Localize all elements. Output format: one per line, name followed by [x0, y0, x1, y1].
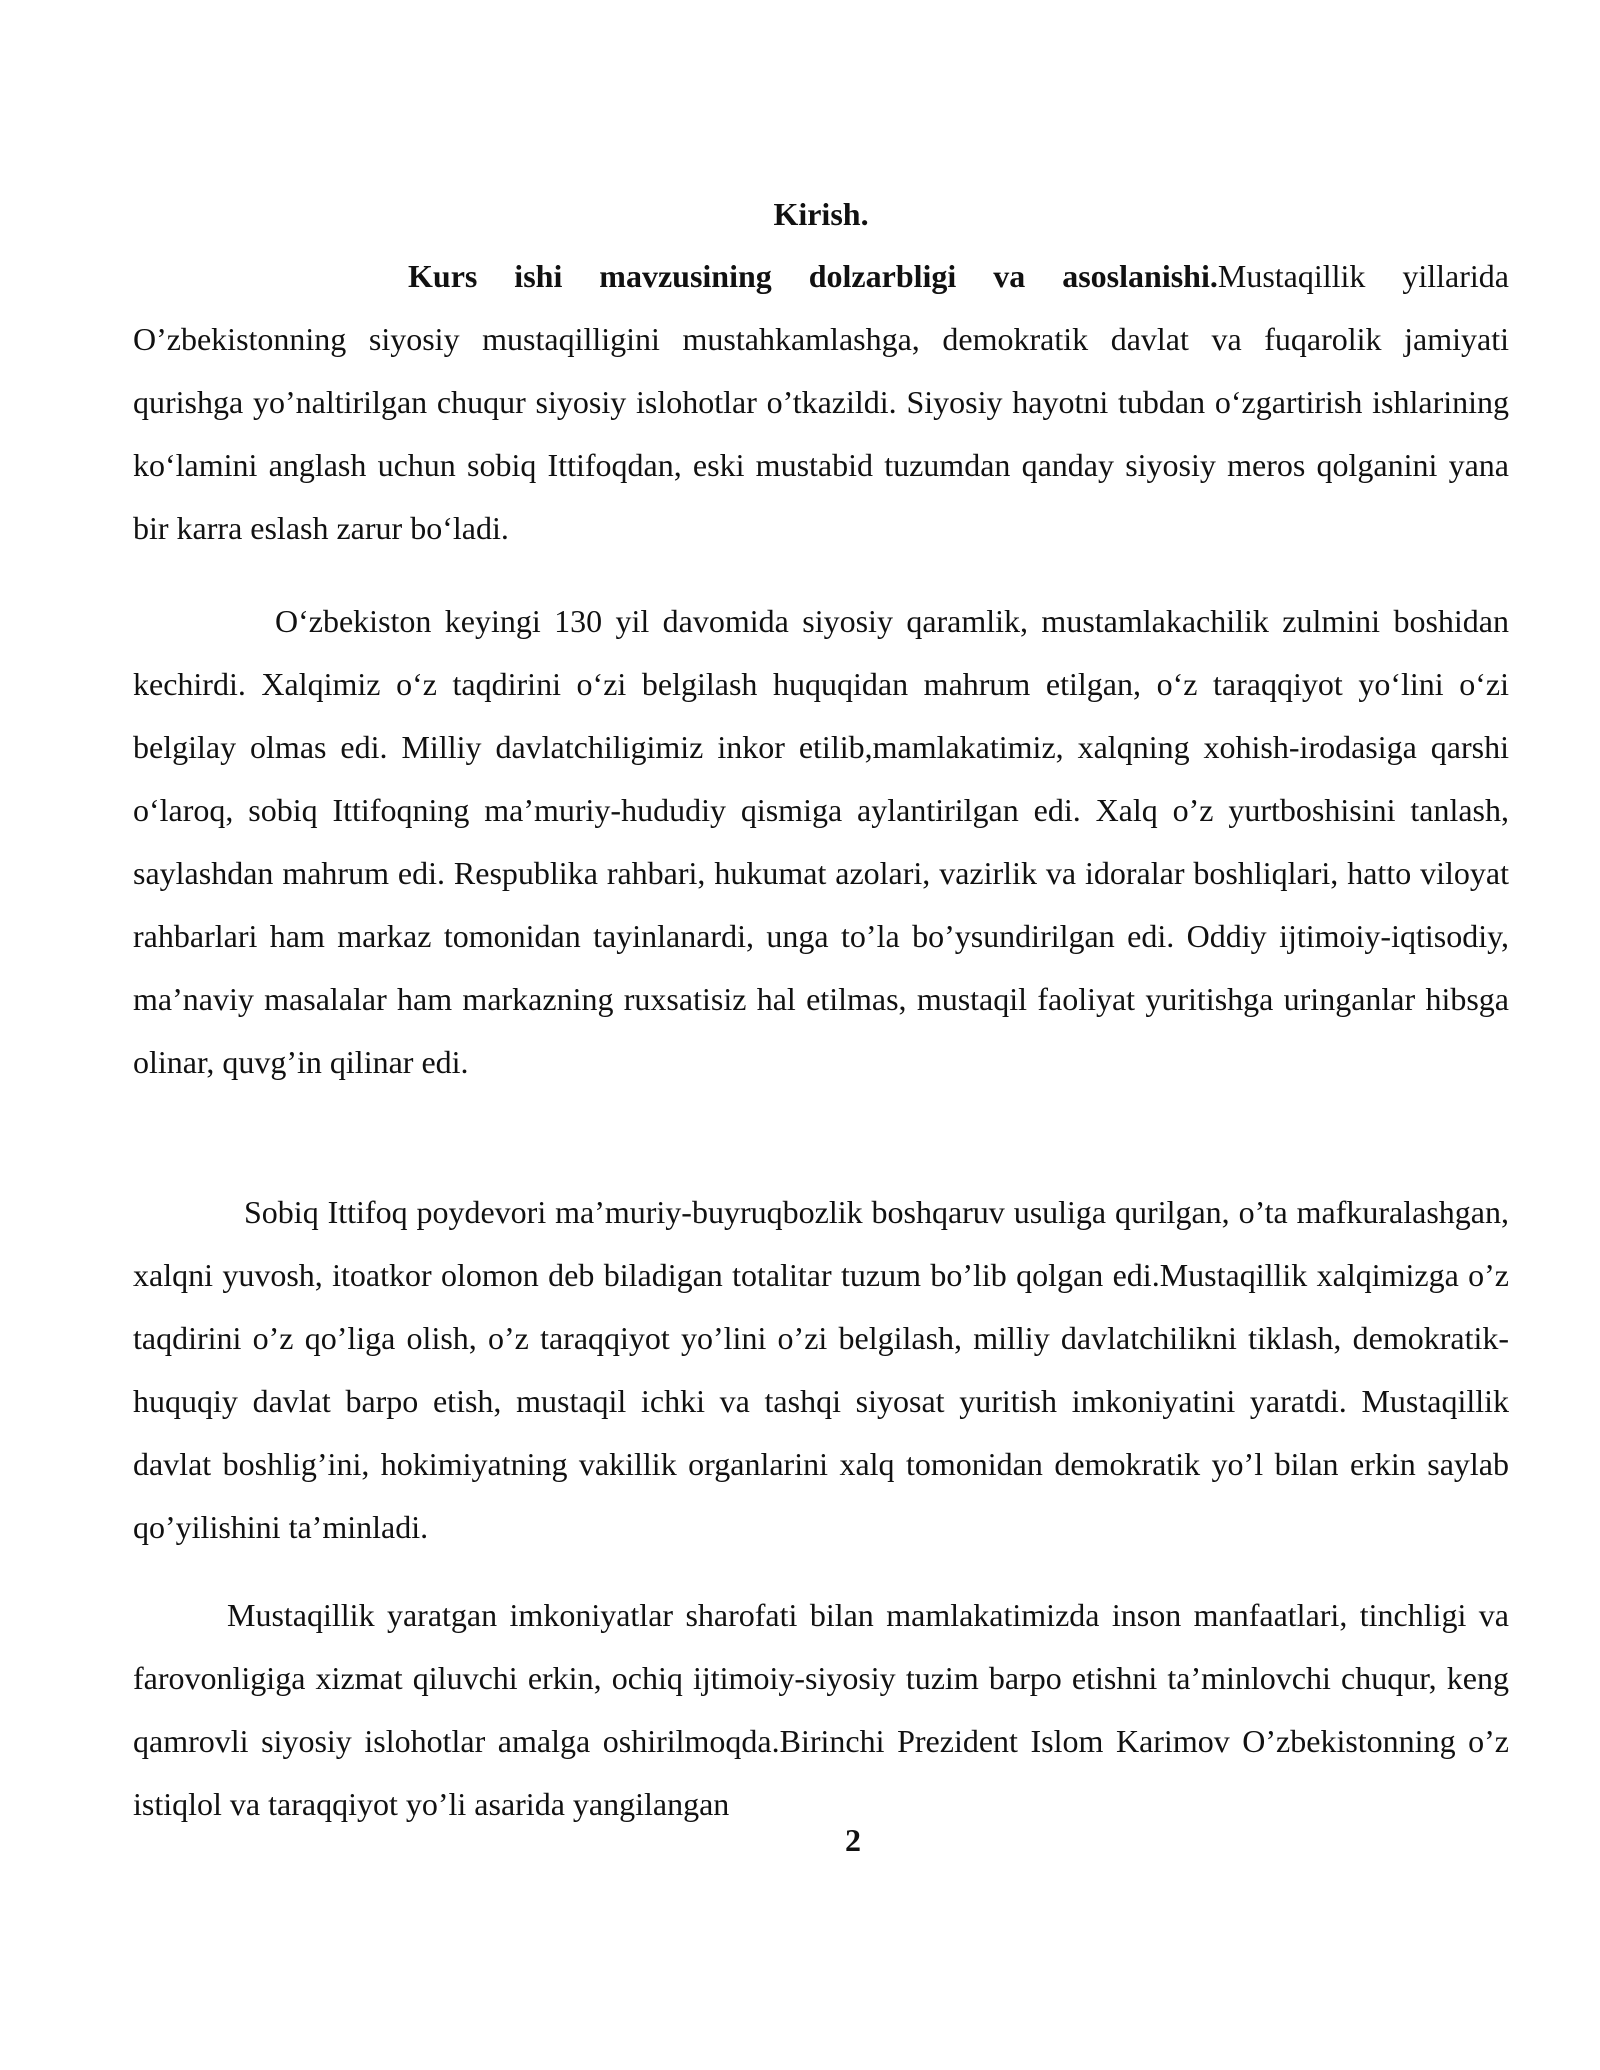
- paragraph-1-text: Mustaqillik yillarida O’zbekistonning siyosiy mustaqilligini mustahkamlashga, demokratik davlat va fuqarolik jamiyati qurishga yo’naltirilgan chuqur siyosiy islohotlar o’tkazildi. Siyosiy hayotni tubdan o‘zgartirish ishlarining ko‘lamini anglash uchun sobiq Ittifoqdan, eski mustabid tuzumdan qanday siyosiy meros qolganini yana bir karra eslash zarur bo‘ladi.: [133, 258, 1510, 546]
- paragraph-1-lead: Kurs ishi mavzusining dolzarbligi va asoslanishi.: [408, 258, 1218, 294]
- section-title: Kirish.: [773, 196, 869, 232]
- paragraph-1: [133, 245, 1509, 560]
- paragraph-3: Sobiq Ittifoq poydevori ma’muriy-buyruqbozlik boshqaruv usuliga qurilgan, o’ta mafkuralashgan, xalqni yuvosh, itoatkor olomon deb biladigan totalitar tuzum bo’lib qolgan edi.Mustaqillik xalqimizga o’z taqdirini o’z qo’liga olish, o’z taraqqiyot yo’lini o’zi belgilash, milliy davlatchilikni tiklash, demokratik-huquqiy davlat barpo etish, mustaqil ichki va tashqi siyosat yuritish imkoniyatini yaratdi. Mustaqillik davlat boshlig’ini, hokimiyatning vakillik organlarini xalq tomonidan demokratik yo’l bilan erkin saylab qo’yilishini ta’minladi.: [133, 1194, 1509, 1545]
- paragraph-2: O‘zbekiston keyingi 130 yil davomida siyosiy qaramlik, mustamlakachilik zulmini boshidan kechirdi. Xalqimiz o‘z taqdirini o‘zi belgilash huquqidan mahrum etilgan, o‘z taraqqiyot yo‘lini o‘zi belgilay olmas edi. Milliy davlatchiligimiz inkor etilib,mamlakatimiz, xalqning xohish-irodasiga qarshi o‘laroq, sobiq Ittifoqning ma’muriy-hududiy qismiga aylantirilgan edi. Xalq o’z yurtboshisini tanlash, saylashdan mahrum edi. Respublika rahbari, hukumat azolari, vazirlik va idoralar boshliqlari, hatto viloyat rahbarlari ham markaz tomonidan tayinlanardi, unga to’la bo’ysundirilgan edi. Oddiy ijtimoiy-iqtisodiy, ma’naviy masalalar ham markazning ruxsatisiz hal etilmas, mustaqil faoliyat yuritishga uringanlar hibsga olinar, quvg’in qilinar edi.: [133, 603, 1509, 1080]
- page-number: 2: [845, 1822, 861, 1858]
- paragraph-4: Mustaqillik yaratgan imkoniyatlar sharofati bilan mamlakatimizda inson manfaatlari, tinchligi va farovonligiga xizmat qiluvchi erkin, ochiq ijtimoiy-siyosiy tuzim barpo etishni ta’minlovchi chuqur, keng qamrovli siyosiy islohotlar amalga oshirilmoqda.Birinchi Prezident Islom Karimov O’zbekistonning o’z istiqlol va taraqqiyot yo’li asarida yangilangan: [133, 1597, 1509, 1822]
